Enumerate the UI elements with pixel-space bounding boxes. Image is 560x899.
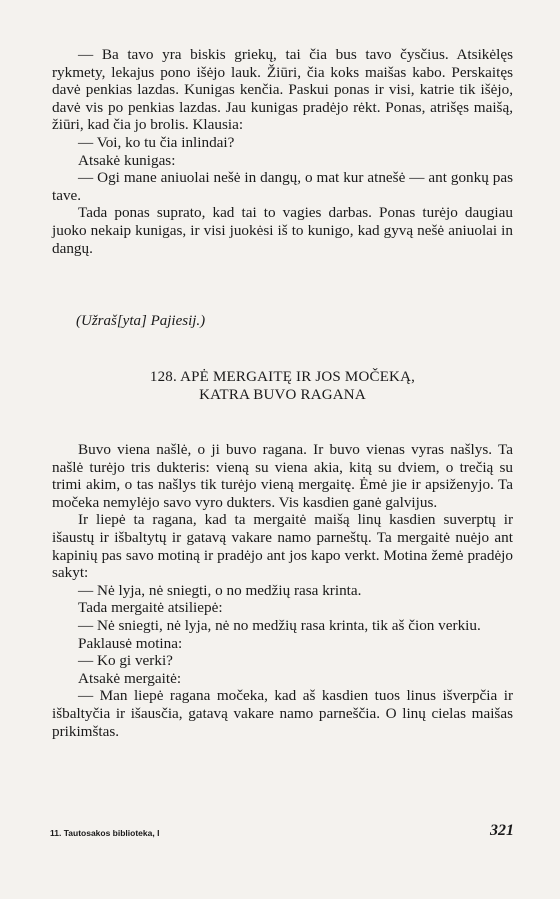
footer-signature-mark: 11. Tautosakos biblioteka, I: [50, 828, 160, 838]
paragraph: — Ko gi verki?: [78, 652, 173, 670]
paragraph: Tada mergaitė atsiliepė:: [78, 599, 223, 617]
paragraph: — Ogi mane aniuolai nešė in dangų, o mat kur atnešė — ant gonkų pas tave.: [52, 169, 513, 204]
story-title: [52, 369, 513, 404]
paragraph: Atsakė kunigas:: [78, 151, 176, 169]
paragraph: Paklausė motina:: [78, 634, 183, 652]
story-title-line: 128. APĖ MERGAITĘ IR JOS MOČEKĄ,: [149, 369, 416, 385]
paragraph: Atsakė mergaitė:: [78, 669, 182, 687]
paragraph: — Man liepė ragana močeka, kad aš kasdien tuos linus išverpčia ir išbaltyčia ir išausčia, gatavą vakare namo parneščia. O linų cielas maišas prikimštas.: [52, 687, 513, 740]
paragraph: — Nė lyja, nė sniegti, o no medžių rasa krinta.: [78, 581, 362, 599]
paragraph: Tada ponas suprato, kad tai to vagies darbas. Ponas turėjo daugiau juoko nekaip kunigas, ir visi juokėsi iš to kunigo, kad gyvą nešė aniuolai in dangų.: [52, 204, 513, 257]
source-note: (Užraš[yta] Pajiesij.): [76, 313, 206, 329]
story-ending-text: [52, 46, 513, 257]
paragraph: — Ba tavo yra biskis griekų, tai čia bus tavo čysčius. Atsikėlęs rykmety, lekajus pono išėjo lauk. Žiūri, čia koks maišas kabo. Perskaitęs davė penkias lazdas. Kunigas kenčia. Paskui ponas ir visi, katrie tik išėjo, davė vis po penkias lazdas. Jau kunigas pradėjo rėkt. Ponas, atrišęs maišą, žiūri, kad čia jo brolis. Klausia:: [52, 46, 513, 134]
story-title-line: KATRA BUVO RAGANA: [199, 386, 366, 403]
story-text: [52, 441, 513, 740]
paragraph: Buvo viena našlė, o ji buvo ragana. Ir buvo vienas vyras našlys. Ta našlė turėjo tris dukteris: vieną su viena akia, kitą su dviem, o trečią su trimi akim, o tas našlys tik turėjo vieną mergaitę. Ėmė jie ir apsiženyjo. Ta močeka nemylėjo savo vyro dukters. Vis kasdien ganė galvijus.: [52, 441, 513, 511]
page-number: 321: [490, 822, 514, 839]
paragraph: Ir liepė ta ragana, kad ta mergaitė maišą linų kasdien suverptų ir išaustų ir išbaltytų ir gatavą vakare namo parneštų. Ta mergaitė nuėjo ant kapinių pas savo motiną ir pradėjo ant jos kapo verkt. Motina žemė pradėjo sakyt:: [52, 511, 513, 582]
paragraph: — Voi, ko tu čia inlindai?: [78, 133, 235, 151]
paragraph: — Nė sniegti, nė lyja, nė no medžių rasa krinta, tik aš čion verkiu.: [78, 616, 481, 634]
